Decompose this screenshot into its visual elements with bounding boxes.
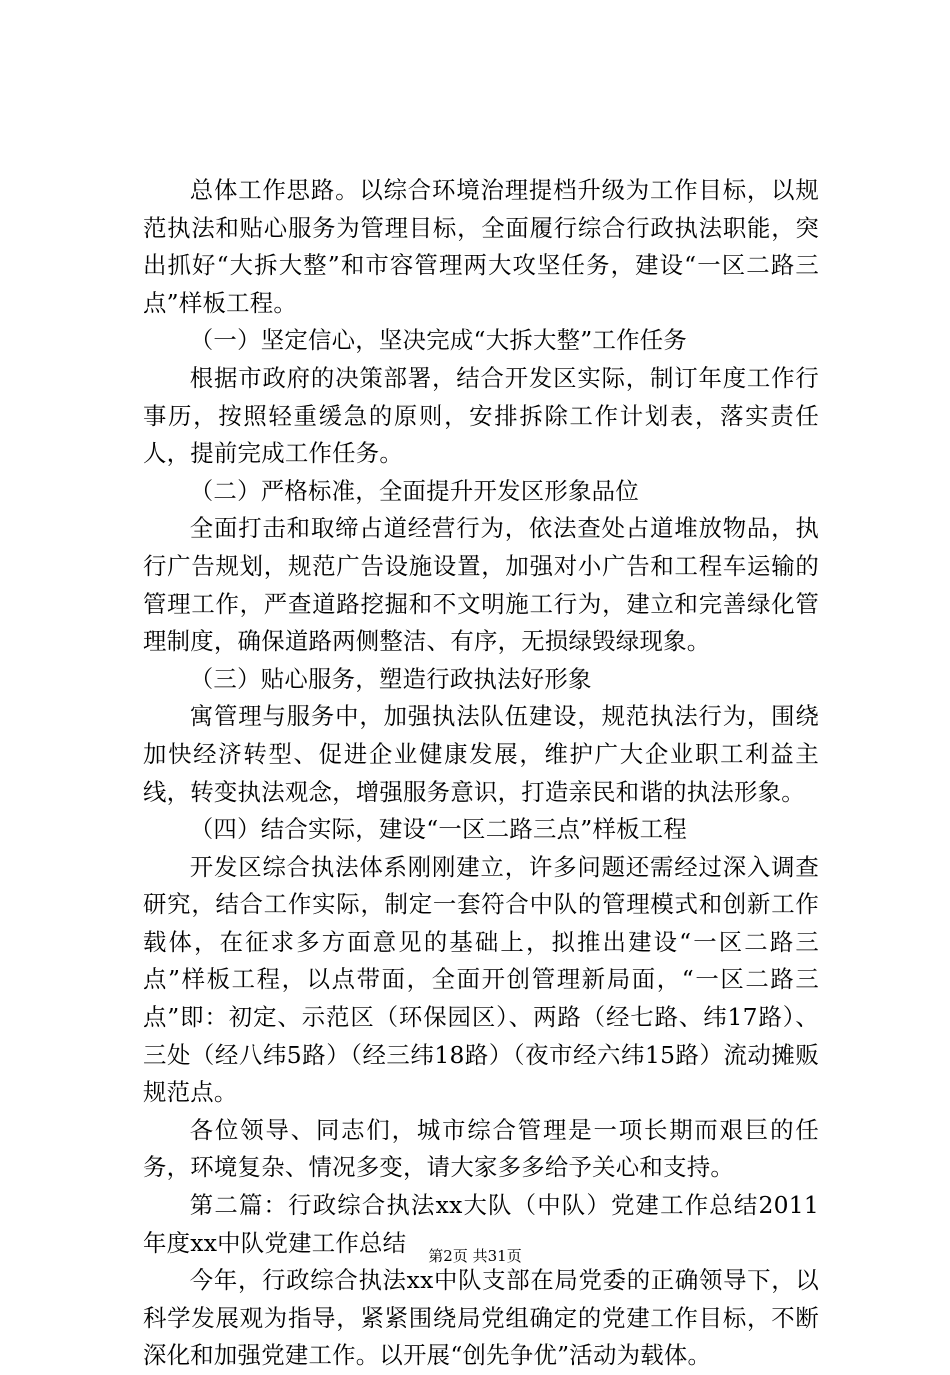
chapter-heading-2: 第二篇：行政综合执法xx大队（中队）党建工作总结2011年度xx中队党建工作总结	[143, 1191, 819, 1257]
document-body	[143, 172, 819, 1375]
paragraph-section-3: 寓管理与服务中，加强执法队伍建设，规范执法行为，围绕加快经济转型、促进企业健康发展，维护广大企业职工利益主线，转变执法观念，增强服务意识，打造亲民和谐的执法形象。	[143, 702, 819, 806]
paragraph-closing: 各位领导、同志们，城市综合管理是一项长期而艰巨的任务，环境复杂、情况多变，请大家多多给予关心和支持。	[143, 1115, 819, 1182]
section-heading-2: （二）严格标准，全面提升开发区形象品位	[189, 476, 639, 505]
page-number-label: 第2页 共31页	[428, 1247, 522, 1265]
page-footer	[0, 1246, 950, 1266]
paragraph-work-approach: 总体工作思路。以综合环境治理提档升级为工作目标，以规范执法和贴心服务为管理目标，全面履行综合行政执法职能，突出抓好“大拆大整”和市容管理两大攻坚任务，建设“一区二路三点”样板工程。	[143, 176, 819, 317]
section-heading-3: （三）贴心服务，塑造行政执法好形象	[189, 664, 592, 693]
paragraph-section-2: 全面打击和取缔占道经营行为，依法查处占道堆放物品，执行广告规划，规范广告设施设置，加强对小广告和工程车运输的管理工作，严查道路挖掘和不文明施工行为，建立和完善绿化管理制度，确保道路两侧整洁、有序，无损绿毁绿现象。	[143, 514, 819, 656]
paragraph-chapter-2-intro: 今年，行政综合执法xx中队支部在局党委的正确领导下，以科学发展观为指导，紧紧围绕局党组确定的党建工作目标，不断深化和加强党建工作。以开展“创先争优”活动为载体。	[143, 1266, 819, 1370]
paragraph-section-4: 开发区综合执法体系刚刚建立，许多问题还需经过深入调查研究，结合工作实际，制定一套符合中队的管理模式和创新工作载体，在征求多方面意见的基础上，拟推出建设“一区二路三点”样板工程，以点带面，全面开创管理新局面，“一区二路三点”即：初定、示范区（环保园区）、两路（经七路、纬17路）、三处（经八纬5路）（经三纬18路）（夜市经六纬15路）流动摊贩规范点。	[143, 852, 819, 1107]
section-heading-1: （一）坚定信心，坚决完成“大拆大整”工作任务	[189, 326, 688, 355]
paragraph-section-1: 根据市政府的决策部署，结合开发区实际，制订年度工作行事历，按照轻重缓急的原则，安排拆除工作计划表，落实责任人，提前完成工作任务。	[143, 363, 819, 468]
section-heading-4: （四）结合实际，建设“一区二路三点”样板工程	[189, 815, 688, 844]
